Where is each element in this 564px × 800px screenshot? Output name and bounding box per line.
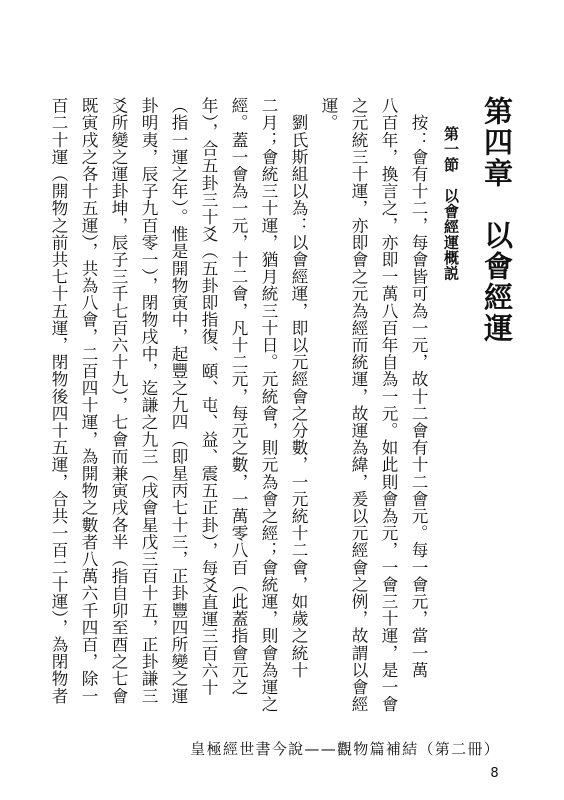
body-column: 百二十運（開物之前共七十五運，閉物後四十五運，合共一百二十運），為閉物者 (49, 97, 68, 705)
body-column: 爻所變之運卦坤，辰子三千七百六十九），七會而兼寅戌各半（指自卯至酉之七會 (109, 97, 128, 705)
body-column: 運。 (319, 97, 338, 132)
body-column: 之元統三十運，亦即會之元為經而統運，故運為緯，爰以元經會之例，故謂以會經 (349, 97, 368, 713)
body-column: 經。蓋一會為一元，十二會，凡十二元，每元之數，一萬零八百（此蓋指會元之 (229, 97, 248, 696)
footer-book-title: 皇極經世書今說——觀物篇補結（第二冊） (190, 740, 500, 758)
body-column: 二月；會統三十運，猶月統三十日。元統會，則元為會之經；會統運，則會為運之 (259, 97, 278, 713)
page-number: 8 (490, 766, 500, 781)
body-column: 卦明夷，辰子九百零一），閉物戌中，迄謙之九三（戌會星戊三百十五，正卦謙三 (139, 97, 158, 705)
body-column: （指一運之年）。惟是開物寅中，起豐之九四（即星丙七十三，正卦豐四所變之運 (169, 97, 188, 705)
chapter-title: 第四章 以會經運 (480, 96, 514, 344)
body-column: 年），合五卦三十爻（五卦即指復、頤、屯、益、震五正卦），每爻直運三百六十 (199, 97, 218, 696)
section-title: 第一節 以會經運概説 (442, 126, 460, 281)
body-column: 既寅戌之各十五運），共為八會，二百四十運，為開物之數者八萬六千四百，除一 (79, 97, 98, 705)
body-column: 按：會有十二，每會皆可為一元，故十二會有十二會元。每一會元，當一萬 (409, 97, 428, 679)
body-column: 劉氏斯組以為：以會經運，即以元經會之分數，一元統十二會，如歲之統十 (289, 97, 308, 679)
body-column: 八百年，換言之，亦即一萬八百年自為一元。如此則會為元，一會三十運，是一會 (379, 97, 398, 713)
